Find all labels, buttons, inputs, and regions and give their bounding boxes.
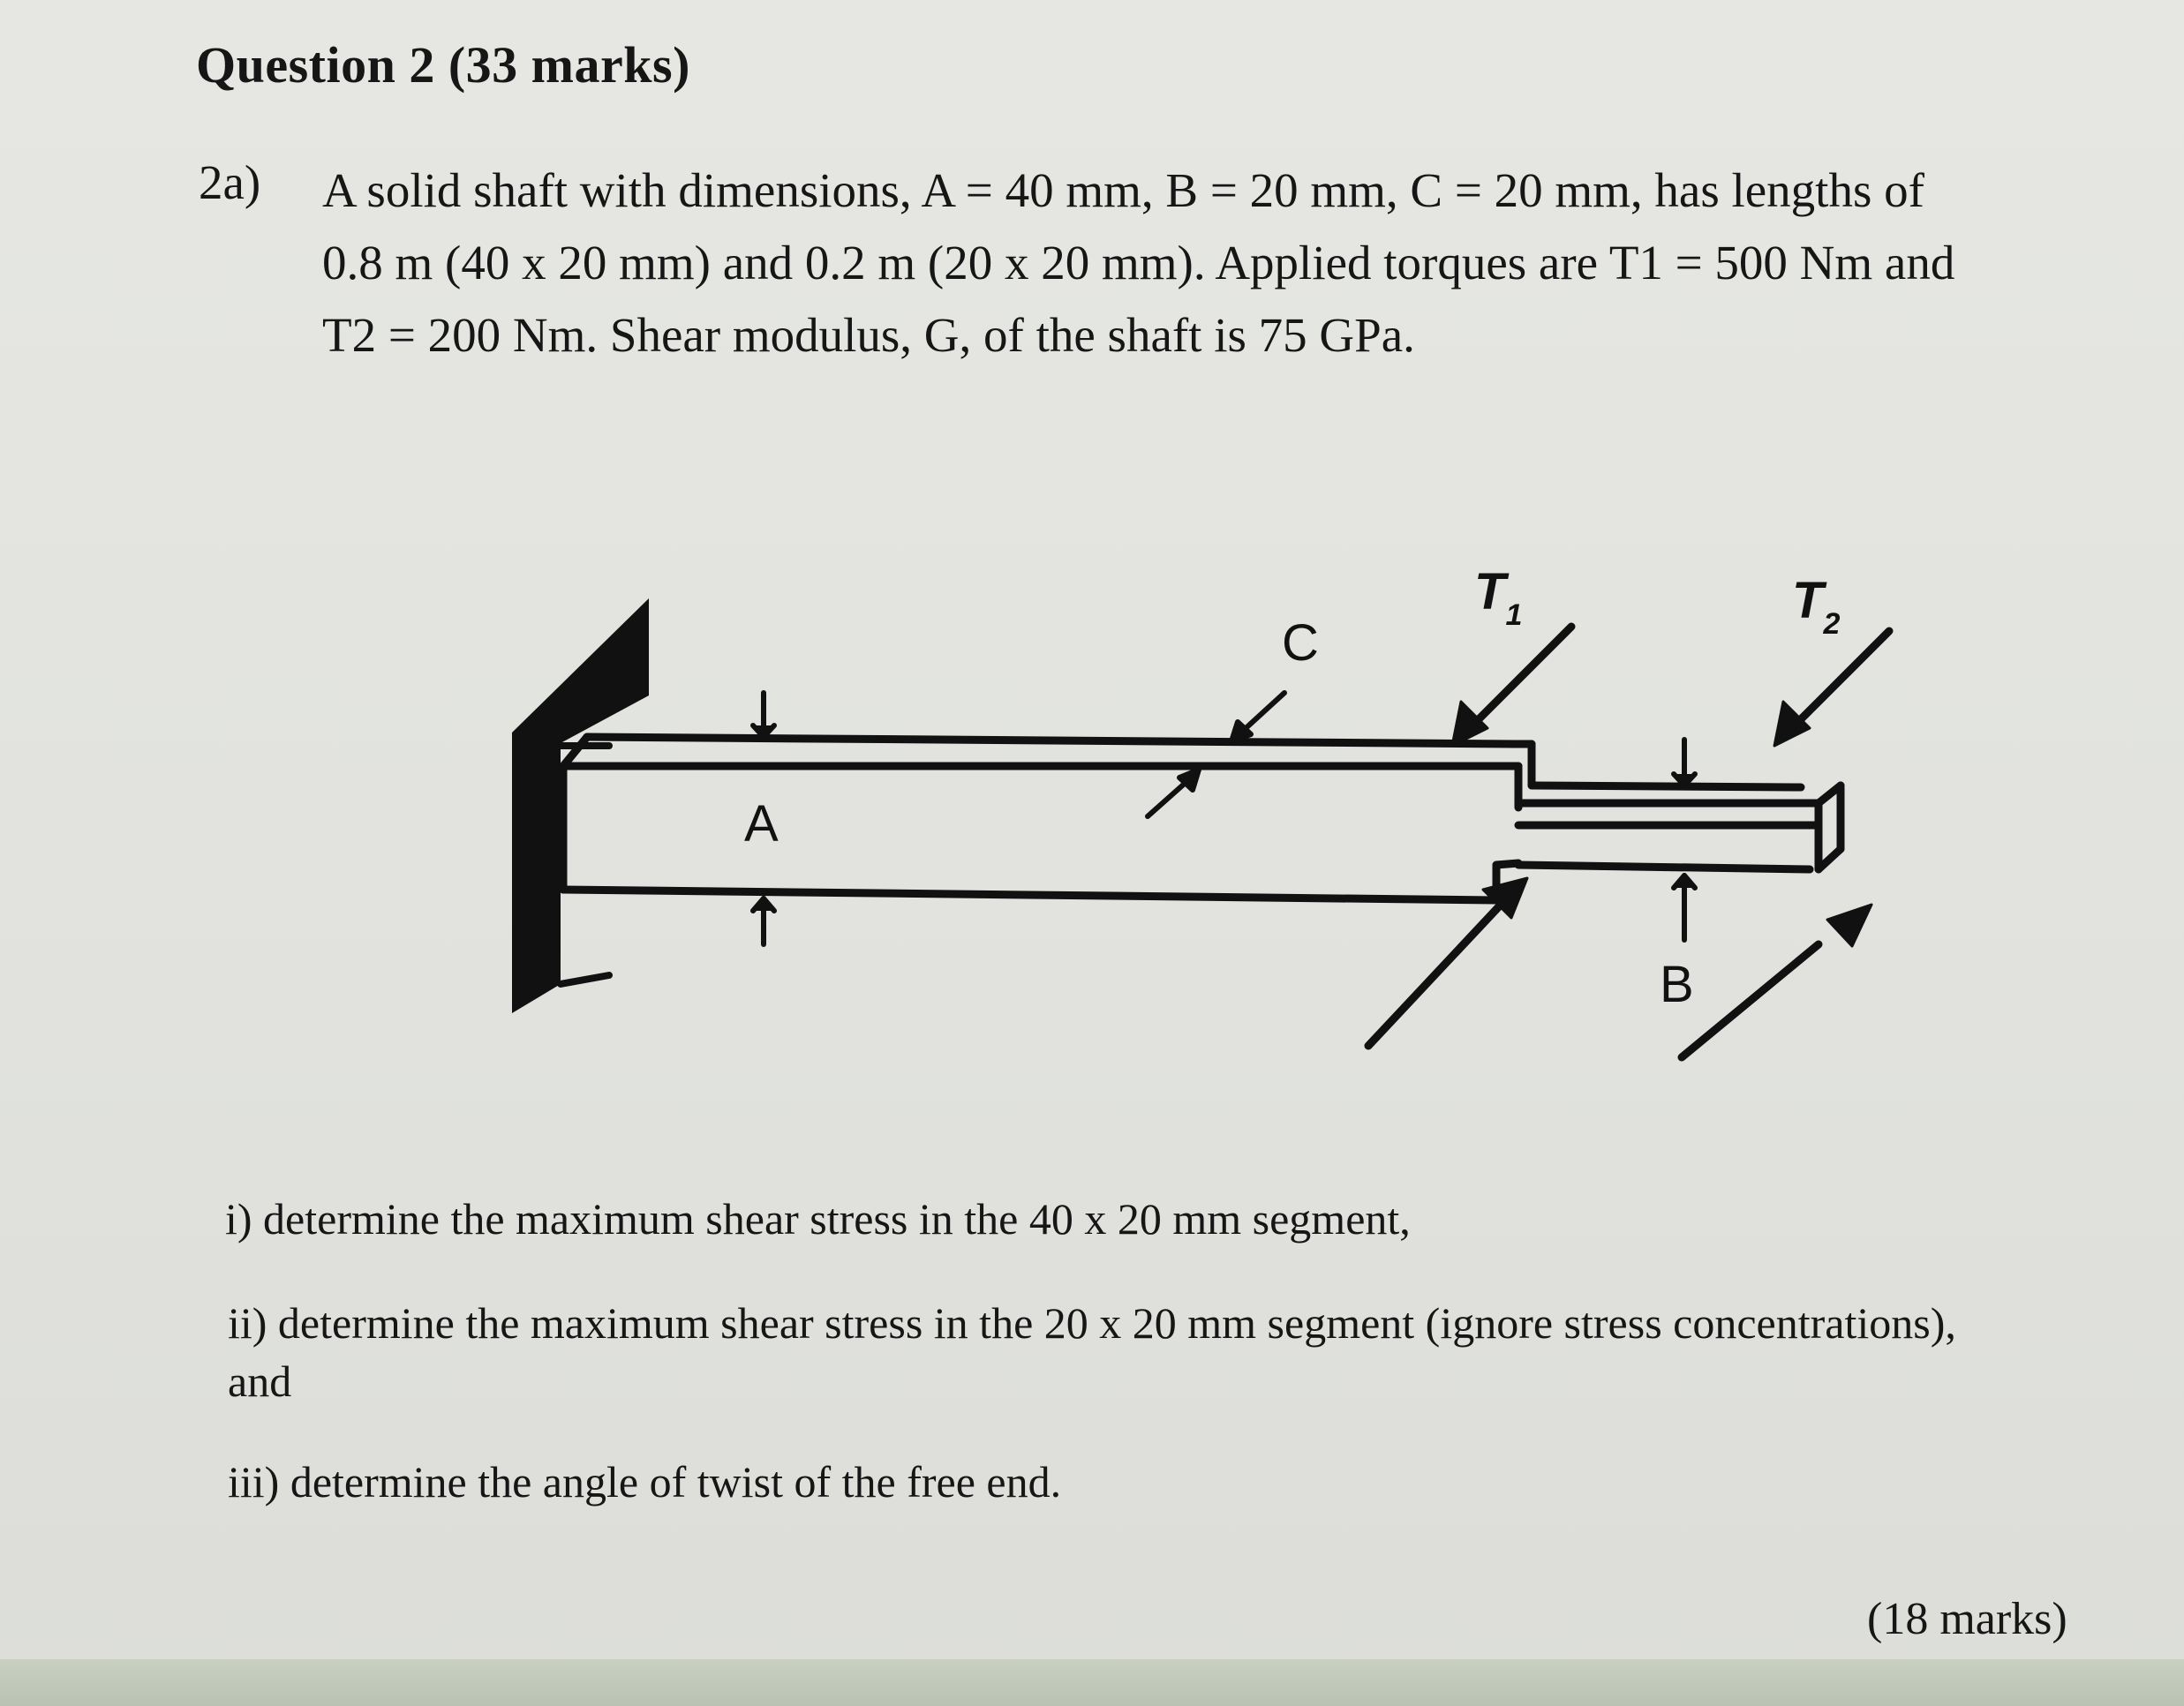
- small-shaft-segment: [1518, 785, 1841, 869]
- label-t1-sub: 1: [1505, 598, 1523, 632]
- problem-statement-line-1: A solid shaft with dimensions, A = 40 mm, B = 20 mm, C = 20 mm, has lengths of: [322, 163, 1924, 217]
- label-t1: [1474, 563, 1522, 632]
- label-c: C: [1282, 614, 1319, 672]
- label-t2-sub: 2: [1823, 607, 1841, 641]
- marks-allocation: (18 marks): [1867, 1594, 2067, 1644]
- label-t2: [1792, 572, 1840, 641]
- dimension-c-arrows: [1148, 693, 1284, 816]
- subquestion-i: i) determine the maximum shear stress in the 40 x 20 mm segment,: [225, 1194, 1411, 1244]
- problem-statement: [322, 154, 2105, 372]
- torque-t1-arrows: [1368, 627, 1571, 1046]
- problem-statement-line-3: T2 = 200 Nm. Shear modulus, G, of the shaft is 75 GPa.: [322, 308, 1415, 362]
- label-t2-main: T: [1792, 572, 1824, 629]
- dimension-b-arrows: [1674, 740, 1695, 940]
- shaft-diagram: [477, 530, 1942, 1094]
- subquestion-iii: iii) determine the angle of twist of the free end.: [228, 1457, 1062, 1507]
- shaft-diagram-svg: [477, 530, 1942, 1094]
- problem-statement-line-2: 0.8 m (40 x 20 mm) and 0.2 m (20 x 20 mm). Applied torques are T1 = 500 Nm and: [322, 236, 1955, 289]
- subquestion-ii-continued: and: [228, 1357, 292, 1406]
- question-title: Question 2 (33 marks): [196, 36, 690, 94]
- label-b: B: [1660, 956, 1694, 1013]
- subquestion-ii: ii) determine the maximum shear stress in the 20 x 20 mm segment (ignore stress concentrations),: [228, 1298, 1956, 1348]
- fixed-support: [512, 598, 649, 1013]
- label-a: A: [744, 795, 779, 853]
- torque-t2-arrows: [1682, 631, 1889, 1057]
- label-t1-main: T: [1474, 563, 1506, 620]
- screen-bottom-edge: [0, 1659, 2184, 1706]
- large-shaft-segment: [563, 737, 1532, 900]
- part-label: 2a): [199, 155, 261, 209]
